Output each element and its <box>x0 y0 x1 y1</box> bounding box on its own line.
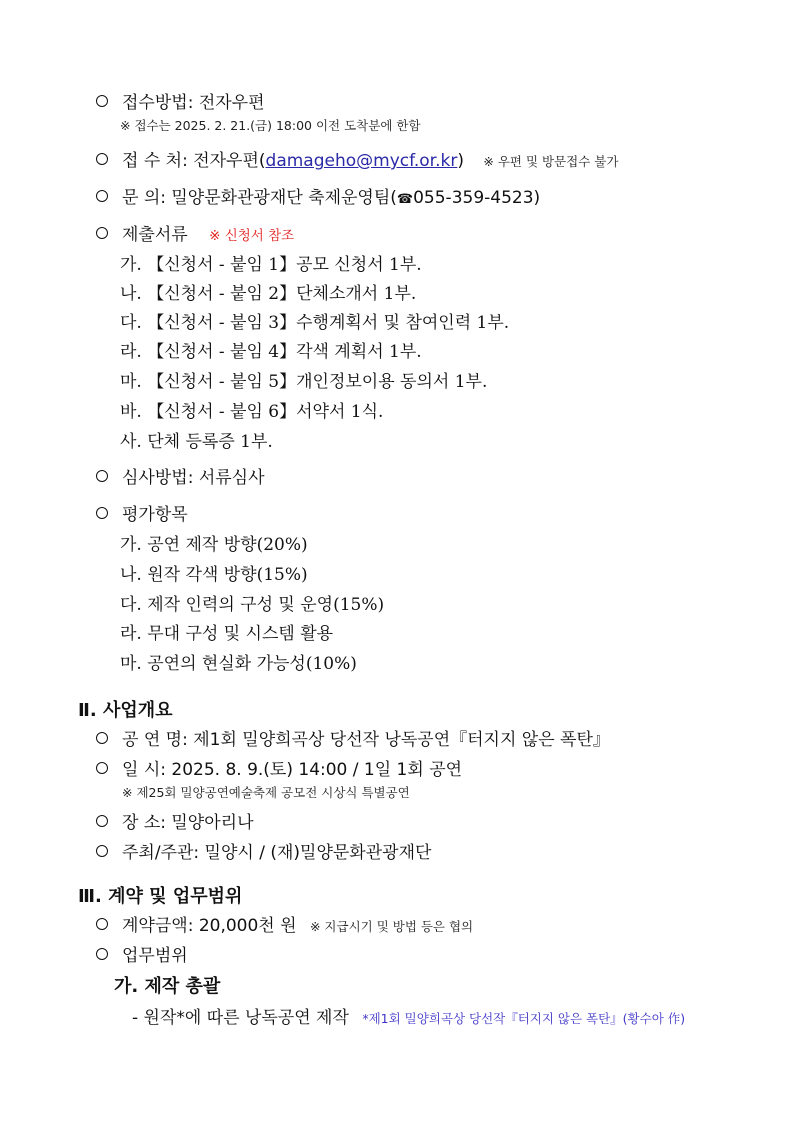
evaluation-item: 가. 공연 제작 방향(20%) <box>120 535 308 555</box>
documents-title: 제출서류 <box>122 225 188 245</box>
circle-bullet-icon <box>96 948 108 960</box>
task-note: *제1회 밀양희곡상 당선작『터지지 않은 폭탄』(황수아 作) <box>362 1011 686 1026</box>
scope-row <box>96 948 188 965</box>
document-item: 마. 【신청서 - 붙임 5】개인정보이용 동의서 1부. <box>120 372 488 392</box>
contract-amount: 계약금액: 20,000천 원 <box>122 916 297 936</box>
show-date-row <box>96 762 462 779</box>
evaluation-title: 평가항목 <box>122 505 188 525</box>
inquiry-row <box>96 190 540 207</box>
circle-bullet-icon <box>96 470 108 482</box>
documents-note: ※ 신청서 참조 <box>209 228 295 244</box>
show-date: 일 시: 2025. 8. 9.(토) 14:00 / 1일 1회 공연 <box>122 760 463 780</box>
document-item: 라. 【신청서 - 붙임 4】각색 계획서 1부. <box>120 342 422 362</box>
evaluation-item: 다. 제작 인력의 구성 및 운영(15%) <box>120 595 385 615</box>
evaluation-item: 마. 공연의 현실화 가능성(10%) <box>120 654 357 674</box>
circle-bullet-icon <box>96 815 108 827</box>
scope-title: 업무범위 <box>122 946 188 966</box>
apply-method-row <box>96 95 265 112</box>
documents-row <box>96 227 294 244</box>
venue: 장 소: 밀양아리나 <box>122 813 254 833</box>
evaluation-item: 나. 원작 각색 방향(15%) <box>120 565 308 585</box>
document-item: 사. 단체 등록증 1부. <box>120 432 273 452</box>
host-row <box>96 845 431 862</box>
apply-place-close: ) <box>457 151 464 171</box>
deadline-note: ※ 접수는 2025. 2. 21.(금) 18:00 이전 도착분에 한함 <box>120 118 421 133</box>
document-item: 나. 【신청서 - 붙임 2】단체소개서 1부. <box>120 284 417 304</box>
email-link[interactable]: damageho@mycf.or.kr <box>265 151 458 171</box>
section-2-title: Ⅱ. 사업개요 <box>78 700 173 721</box>
task-text: - 원작*에 따른 낭독공연 제작 <box>132 1008 349 1028</box>
apply-place-label: 접 수 처: 전자우편( <box>122 151 266 171</box>
circle-bullet-icon <box>96 95 108 107</box>
review-row <box>96 470 265 487</box>
show-name: 공 연 명: 제1회 밀양희곡상 당선작 낭독공연『터지지 않은 폭탄』 <box>122 730 610 750</box>
review-method: 심사방법: 서류심사 <box>122 468 265 488</box>
circle-bullet-icon <box>96 153 108 165</box>
circle-bullet-icon <box>96 845 108 857</box>
section-3-title: Ⅲ. 계약 및 업무범위 <box>78 886 243 907</box>
circle-bullet-icon <box>96 732 108 744</box>
circle-bullet-icon <box>96 762 108 774</box>
circle-bullet-icon <box>96 227 108 239</box>
evaluation-item: 라. 무대 구성 및 시스템 활용 <box>120 624 334 644</box>
circle-bullet-icon <box>96 918 108 930</box>
task-row <box>132 1010 685 1027</box>
apply-method: 접수방법: 전자우편 <box>122 93 265 113</box>
phone-number: 055-359-4523) <box>413 188 541 208</box>
evaluation-row <box>96 507 188 524</box>
amount-note: ※ 지급시기 및 방법 등은 협의 <box>309 919 474 934</box>
apply-place-row <box>96 153 618 170</box>
document-item: 다. 【신청서 - 붙임 3】수행계획서 및 참여인력 1부. <box>120 313 510 333</box>
circle-bullet-icon <box>96 507 108 519</box>
venue-row <box>96 815 254 832</box>
contract-amount-row <box>96 918 473 935</box>
inquiry-label: 문 의: 밀양문화관광재단 축제운영팀( <box>122 188 397 208</box>
show-name-row <box>96 732 610 749</box>
place-note: ※ 우편 및 방문접수 불가 <box>483 154 619 169</box>
circle-bullet-icon <box>96 190 108 202</box>
phone-icon: ☎ <box>396 192 414 207</box>
date-note: ※ 제25회 밀양공연예술축제 공모전 시상식 특별공연 <box>122 785 410 800</box>
scope-sub-title: 가. 제작 총괄 <box>114 976 221 997</box>
host: 주최/주관: 밀양시 / (재)밀양문화관광재단 <box>122 843 432 863</box>
document-item: 바. 【신청서 - 붙임 6】서약서 1식. <box>120 402 384 422</box>
document-item: 가. 【신청서 - 붙임 1】공모 신청서 1부. <box>120 255 422 275</box>
